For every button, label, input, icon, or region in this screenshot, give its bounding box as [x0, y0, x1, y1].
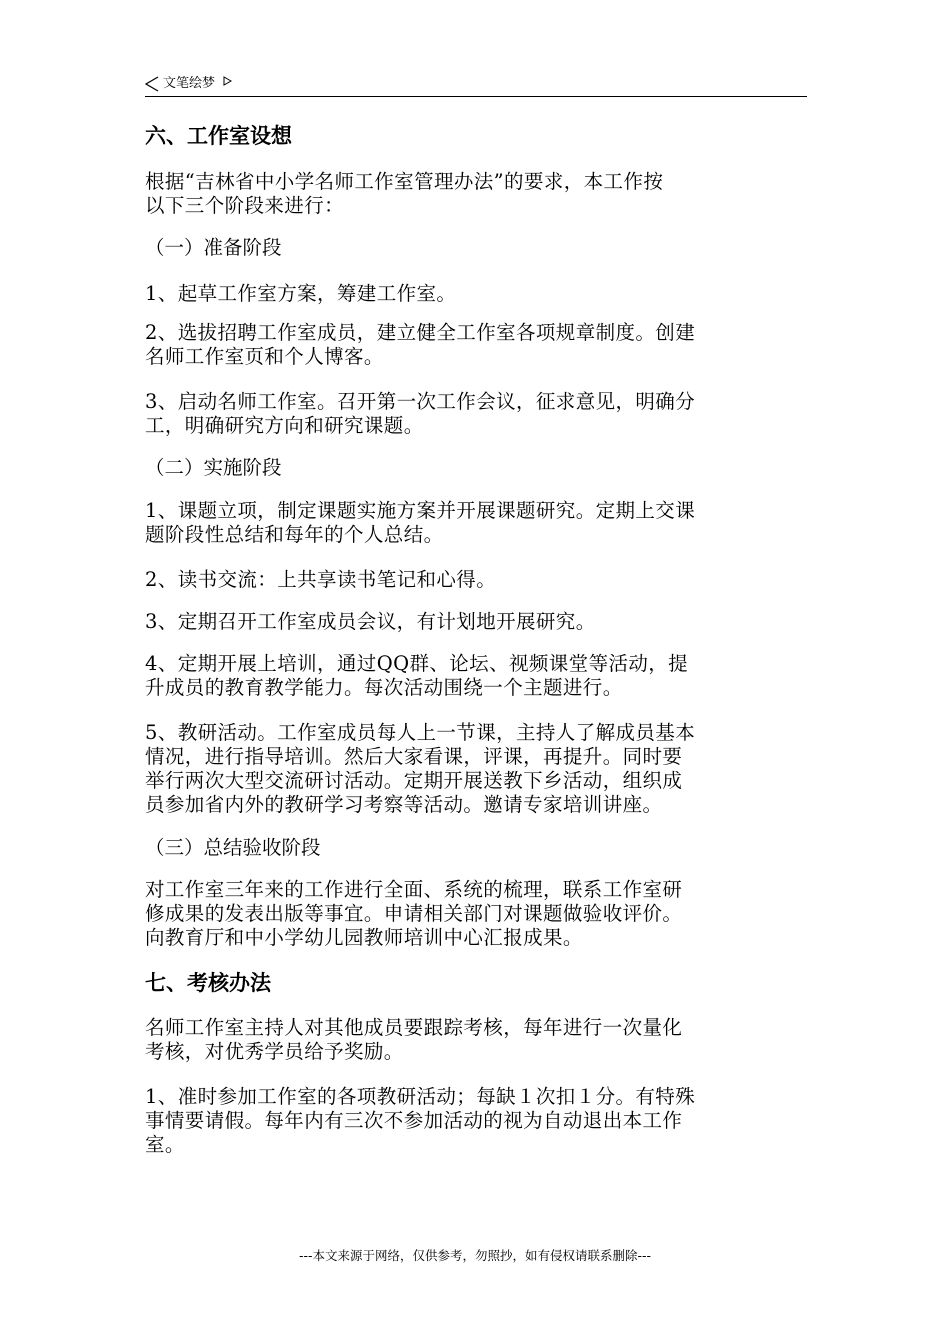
text-line: 室。	[145, 1133, 185, 1156]
text-line: 2、读书交流：上共享读书笔记和心得。	[145, 568, 497, 591]
text-line: 根据“吉林省中小学名师工作室管理办法”的要求，本工作按	[145, 170, 664, 193]
text-line: 名师工作室页和个人博客。	[145, 345, 384, 368]
text-line: 1、准时参加工作室的各项教研活动；每缺１次扣１分。有特殊	[145, 1085, 696, 1108]
text-line: 举行两次大型交流研讨活动。定期开展送教下乡活动，组织成	[145, 769, 683, 792]
paragraph	[145, 170, 807, 218]
section-heading: 六、工作室设想	[145, 124, 292, 148]
triangle-right-icon	[223, 76, 232, 86]
paragraph	[145, 1016, 807, 1064]
subsection-heading	[145, 456, 807, 480]
text-line: 5、教研活动。工作室成员每人上一节课，主持人了解成员基本	[145, 721, 696, 744]
text-line: 1、起草工作室方案，筹建工作室。	[145, 282, 457, 305]
text-line: 1、课题立项，制定课题实施方案并开展课题研究。定期上交课	[145, 499, 696, 522]
text-line: 事情要请假。每年内有三次不参加活动的视为自动退出本工作	[145, 1109, 683, 1132]
paragraph	[145, 321, 807, 369]
text-line: 3、定期召开工作室成员会议，有计划地开展研究。	[145, 610, 596, 633]
paragraph	[145, 390, 807, 438]
paragraph	[145, 610, 807, 634]
text-line: （三）总结验收阶段	[145, 836, 321, 859]
paragraph	[145, 1085, 807, 1157]
text-line: 题阶段性总结和每年的个人总结。	[145, 523, 444, 546]
subsection-heading	[145, 236, 807, 260]
paragraph	[145, 568, 807, 592]
text-line: （一）准备阶段	[145, 236, 282, 259]
text-line: 3、启动名师工作室。召开第一次工作会议，征求意见，明确分	[145, 390, 696, 413]
text-line: 员参加省内外的教研学习考察等活动。邀请专家培训讲座。	[145, 793, 663, 816]
subsection-heading	[145, 836, 807, 860]
text-line: 情况，进行指导培训。然后大家看课，评课，再提升。同时要	[145, 745, 683, 768]
text-line: 4、定期开展上培训，通过QQ群、论坛、视频课堂等活动，提	[145, 652, 689, 675]
text-line: （二）实施阶段	[145, 456, 282, 479]
text-line: 工，明确研究方向和研究课题。	[145, 414, 424, 437]
header-title: 文笔绘梦	[163, 76, 216, 91]
header-brand	[145, 74, 232, 94]
paragraph	[145, 282, 807, 306]
text-line: 升成员的教育教学能力。每次活动围绕一个主题进行。	[145, 676, 623, 699]
paragraph	[145, 499, 807, 547]
text-line: 名师工作室主持人对其他成员要跟踪考核，每年进行一次量化	[145, 1016, 683, 1039]
text-line: 考核，对优秀学员给予奖励。	[145, 1040, 404, 1063]
paragraph	[145, 652, 807, 700]
section-heading: 七、考核办法	[145, 971, 271, 995]
text-line: 2、选拔招聘工作室成员，建立健全工作室各项规章制度。创建	[145, 321, 696, 344]
text-line: 对工作室三年来的工作进行全面、系统的梳理，联系工作室研	[145, 878, 683, 901]
footer-disclaimer: ---本文来源于网络，仅供参考，勿照抄，如有侵权请联系删除---	[298, 1248, 652, 1263]
text-line: 以下三个阶段来进行：	[145, 194, 345, 217]
triangle-left-icon	[145, 76, 159, 92]
page-header	[145, 74, 807, 97]
text-line: 向教育厅和中小学幼儿园教师培训中心汇报成果。	[145, 926, 583, 949]
paragraph	[145, 878, 807, 950]
paragraph	[145, 721, 807, 817]
text-line: 修成果的发表出版等事宜。申请相关部门对课题做验收评价。	[145, 902, 683, 925]
